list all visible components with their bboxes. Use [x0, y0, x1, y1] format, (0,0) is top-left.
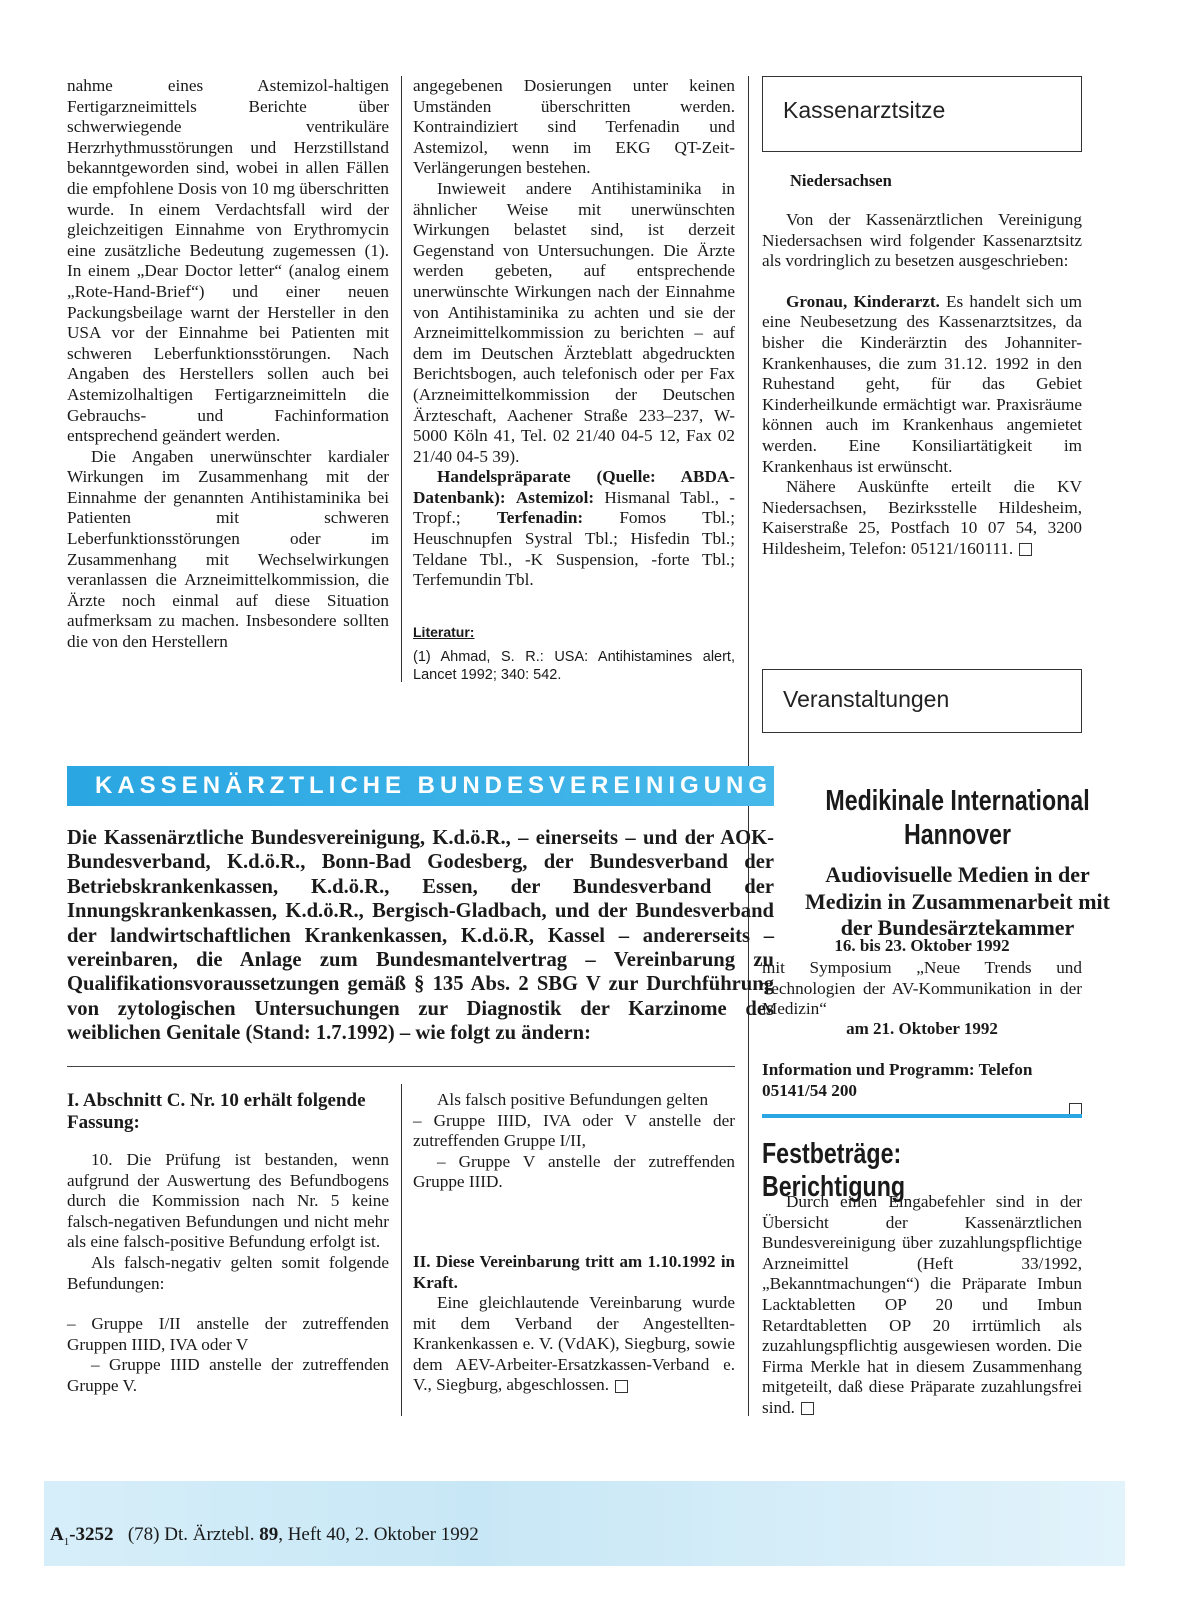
kassenarztsitze-body: [762, 210, 1082, 560]
column-divider: [401, 1084, 402, 1416]
event-symposium: mit Symposium „Neue Trends und Technologien der AV-Kommunikation in der Medizin“: [762, 958, 1082, 1019]
column-divider: [401, 76, 402, 682]
footer-citation: [50, 1524, 479, 1548]
veranstaltungen-heading: Veranstaltungen: [783, 686, 950, 712]
paragraph: Die Angaben unerwünschter kardialer Wirkungen im Zusammenhang mit der Einnahme der genannten Antihistaminika bei Patienten mit schweren Leberfunktionsstörungen oder im Zusammenhang mit Wechselwirkungen veranlassen die Arzneimittelkommission, die Ärzte noch einmal auf diese Situation aufmerksam zu machen. Insbesondere sollten die von den Herstellern: [67, 446, 389, 652]
paragraph: Von der Kassenärztlichen Vereinigung Niedersachsen wird folgender Kassenarztsitz als vordringlich zu besetzen ausgeschrieben:: [762, 210, 1082, 271]
end-square-icon: [1019, 543, 1032, 556]
event-info-text: Information und Programm: Telefon 05141/54 200: [762, 1060, 1033, 1100]
festbetraege-body: [762, 1192, 1082, 1419]
festbetraege-title: Festbeträge: Berichtigung: [762, 1138, 906, 1203]
contact-paragraph: [762, 477, 1082, 559]
issue-b: , Heft 40, 2. Oktober 1992: [278, 1524, 479, 1545]
end-square-icon: [801, 1402, 814, 1415]
handels-label: Handelspräparate (Quelle: ABDA-Datenbank):: [413, 467, 735, 507]
section2-body: [413, 1293, 735, 1396]
terfenadin-label: Terfenadin:: [496, 508, 584, 528]
event-info: [762, 1060, 1082, 1116]
end-square-icon: [615, 1380, 628, 1393]
symposium-date: am 21. Oktober 1992: [846, 1019, 998, 1038]
section1-col2: [413, 1090, 735, 1193]
list-item: – Gruppe IIID anstelle der zutreffenden Gruppe V.: [67, 1355, 389, 1395]
listing: [762, 292, 1082, 477]
section-rule: [67, 1066, 735, 1067]
veranstaltungen-heading-box: [762, 669, 1082, 733]
column-divider: [748, 76, 749, 1416]
listing-title: Gronau, Kinderarzt.: [786, 291, 940, 311]
event-subtitle: Audiovisuelle Medien in der Medizin in Zusammenarbeit mit der Bundesärztekammer: [805, 862, 1110, 940]
astemizol-text: Hismanal Tabl., -Tropf.;: [413, 487, 736, 528]
section2-heading: II. Diese Vereinbarung tritt am 1.10.1992 in Kraft.: [413, 1252, 735, 1292]
kassenarztsitze-heading-box: [762, 76, 1082, 152]
page-prefix: A: [50, 1524, 64, 1545]
handelspraeparate: [413, 467, 735, 591]
literatur-heading: Literatur:: [413, 624, 475, 640]
paragraph: Inwieweit andere Antihistaminika in ähnlicher Weise mit unerwünschten Wirkungen belastet sind, ist derzeit Gegenstand von Untersuchungen. Die Ärzte werden gebeten, auf entsprechende unerwünschte Wirkungen nach der Einnahme von Antihistaminika zu achten und sie der Arzneimittelkommission zu berichten – auf dem im Deutschen Ärzteblatt abgedruckten Berichtsbogen, auch telefonisch oder per Fax (Arzneimittelkommission der Deutschen Ärzteschaft, Aachener Straße 233–237, W-5000 Köln 41, Tel. 02 21/40 04-5 12, Fax 02 21/40 04-5 39).: [413, 178, 735, 466]
listing-text: Es handelt sich um eine Neubesetzung des Kassenarztsitzes, da bisher die Kinderärztin des Johanniter-Krankenhauses, die zum 31.12. 1992 in den Ruhestand geht, für das Gebiet Kinderheilkunde ermächtigt war. Praxisräume können auch im Krankenhaus angemietet werden. Eine Konsiliartätigkeit im Krankenhaus ist erwünscht.: [762, 291, 1082, 476]
kassenarztsitze-heading: Kassenarztsitze: [783, 97, 946, 123]
contact-text: Nähere Auskünfte erteilt die KV Niedersachsen, Bezirksstelle Hildesheim, Kaiserstraße 25, Postfach 10 07 54, 3200 Hildesheim, Telefon: 05121/160111.: [762, 477, 1082, 558]
event-dates: 16. bis 23. Oktober 1992: [834, 936, 1010, 955]
paragraph: Als falsch positive Befundungen gelten: [437, 1090, 709, 1109]
terfenadin-text: Fomos Tbl.; Heuschnupfen Systral Tbl.; Hisfedin Tbl.; Teldane Tbl., -K Suspension, -forte Tbl.; Terfemundin Tbl.: [413, 508, 736, 590]
list-item: – Gruppe IIID, IVA oder V anstelle der zutreffenden Gruppe I/II,: [413, 1110, 735, 1151]
event-title: Medikinale International Hannover: [825, 785, 1090, 851]
section-divider: [762, 1114, 1082, 1118]
page-sub: 1: [63, 1535, 70, 1548]
festbetraege-text: Durch einen Eingabefehler sind in der Übersicht der Kassenärztlichen Bundesvereinigung über zuzahlungspflichtige Arzneimittel (Heft 33/1992, „Bekanntmachungen“) die Präparate Imbun Lacktabletten OP 20 und Imbun Retardtabletten OP 20 irrtümlich als zuzahlungspflichtig ausgewiesen worden. Die Firma Merkle hat in diesem Zusammenhang mitgeteilt, daß diese Präparate zuzahlungsfrei sind.: [762, 1192, 1082, 1417]
section2-text: Eine gleichlautende Vereinbarung wurde mit dem Verband der Angestellten-Krankenkassen e. V. (VdAK), Siegburg, sowie dem AEV-Arbeiter-Ersatzkassen-Verband e. V., Siegburg, abgeschlossen.: [413, 1293, 735, 1395]
article-column-2: [413, 76, 735, 591]
paragraph: Als falsch-negativ gelten somit folgende Befundungen:: [67, 1252, 389, 1293]
volume: 89: [259, 1524, 279, 1545]
paragraph: 10. Die Prüfung ist bestanden, wenn aufgrund der Auswertung des Befundbogens durch die Kommission nach Nr. 5 keine falsch-negativen Befundungen und nicht mehr als eine falsch-positive Befundung erfolgt ist.: [67, 1150, 389, 1252]
section1-heading: I. Abschnitt C. Nr. 10 erhält folgende Fassung:: [67, 1090, 366, 1133]
astemizol-label: Astemizol:: [515, 487, 595, 507]
kbv-intro: Die Kassenärztliche Bundesvereinigung, K.d.ö.R., – einerseits – und der AOK-Bundesverband, K.d.ö.R., Bonn-Bad Godesberg, der Bundesverband der Betriebskrankenkassen, K.d.ö.R., Essen, der Bundesverband der Innungskrankenkassen, K.d.ö.R., Bergisch-Gladbach, und der Bundesverband der landwirtschaftlichen Krankenkassen, K.d.ö.R, Kassel – andererseits – vereinbaren, die Anlage zum Bundesmantelvertrag – Vereinbarung zu Qualifikationsvoraussetzungen gemäß § 135 Abs. 2 SBG V zur Durchführung von zytologischen Untersuchungen zur Diagnostik der Karzinome des weiblichen Genitale (Stand: 1.7.1992) – wie folgt zu ändern:: [67, 827, 774, 1045]
paragraph: [762, 1192, 1082, 1419]
list-item: – Gruppe I/II anstelle der zutreffenden Gruppen IIID, IVA oder V: [67, 1314, 389, 1354]
paragraph: [413, 1293, 735, 1396]
literatur-ref: (1) Ahmad, S. R.: USA: Antihistamines alert, Lancet 1992; 340: 542.: [413, 649, 735, 683]
paragraph: angegebenen Dosierungen unter keinen Umständen überschritten werden. Kontraindiziert sind Terfenadin und Astemizol, wenn im EKG QT-Zeit-Verlängerungen bestehen.: [413, 76, 735, 178]
kbv-banner: KASSENÄRZTLICHE BUNDESVEREINIGUNG: [67, 766, 774, 806]
issue-a: (78) Dt. Ärztebl.: [127, 1524, 255, 1545]
article-column-1: [67, 76, 389, 653]
list-item: – Gruppe V anstelle der zutreffenden Gruppe IIID.: [413, 1151, 735, 1192]
paragraph: nahme eines Astemizol-haltigen Fertigarzneimittels Berichte über schwerwiegende ventrikuläre Herzrhythmusstörungen und Herzstillstand bekanntgeworden sind, wobei in allen Fällen die empfohlene Dosis von 10 mg überschritten wurde. In einem Verdachtsfall wird der gleichzeitigen Einnahme von Erythromycin eine zusätzliche Bedeutung zugemessen (1). In einem „Dear Doctor letter“ (analog einem „Rote-Hand-Brief“) und einer neuen Packungsbeilage warnt der Hersteller in den USA vor der Einnahme bei Patienten mit schweren Leberfunktionsstörungen. Nach Angaben des Herstellers sollen auch bei Astemizolhaltigen Fertigarzneimitteln die Gebrauchs- und Fachinformation entsprechend geändert werden.: [67, 76, 389, 446]
page-number: -3252: [69, 1524, 114, 1545]
region-heading: Niedersachsen: [790, 171, 892, 190]
section1-body: [67, 1150, 389, 1397]
